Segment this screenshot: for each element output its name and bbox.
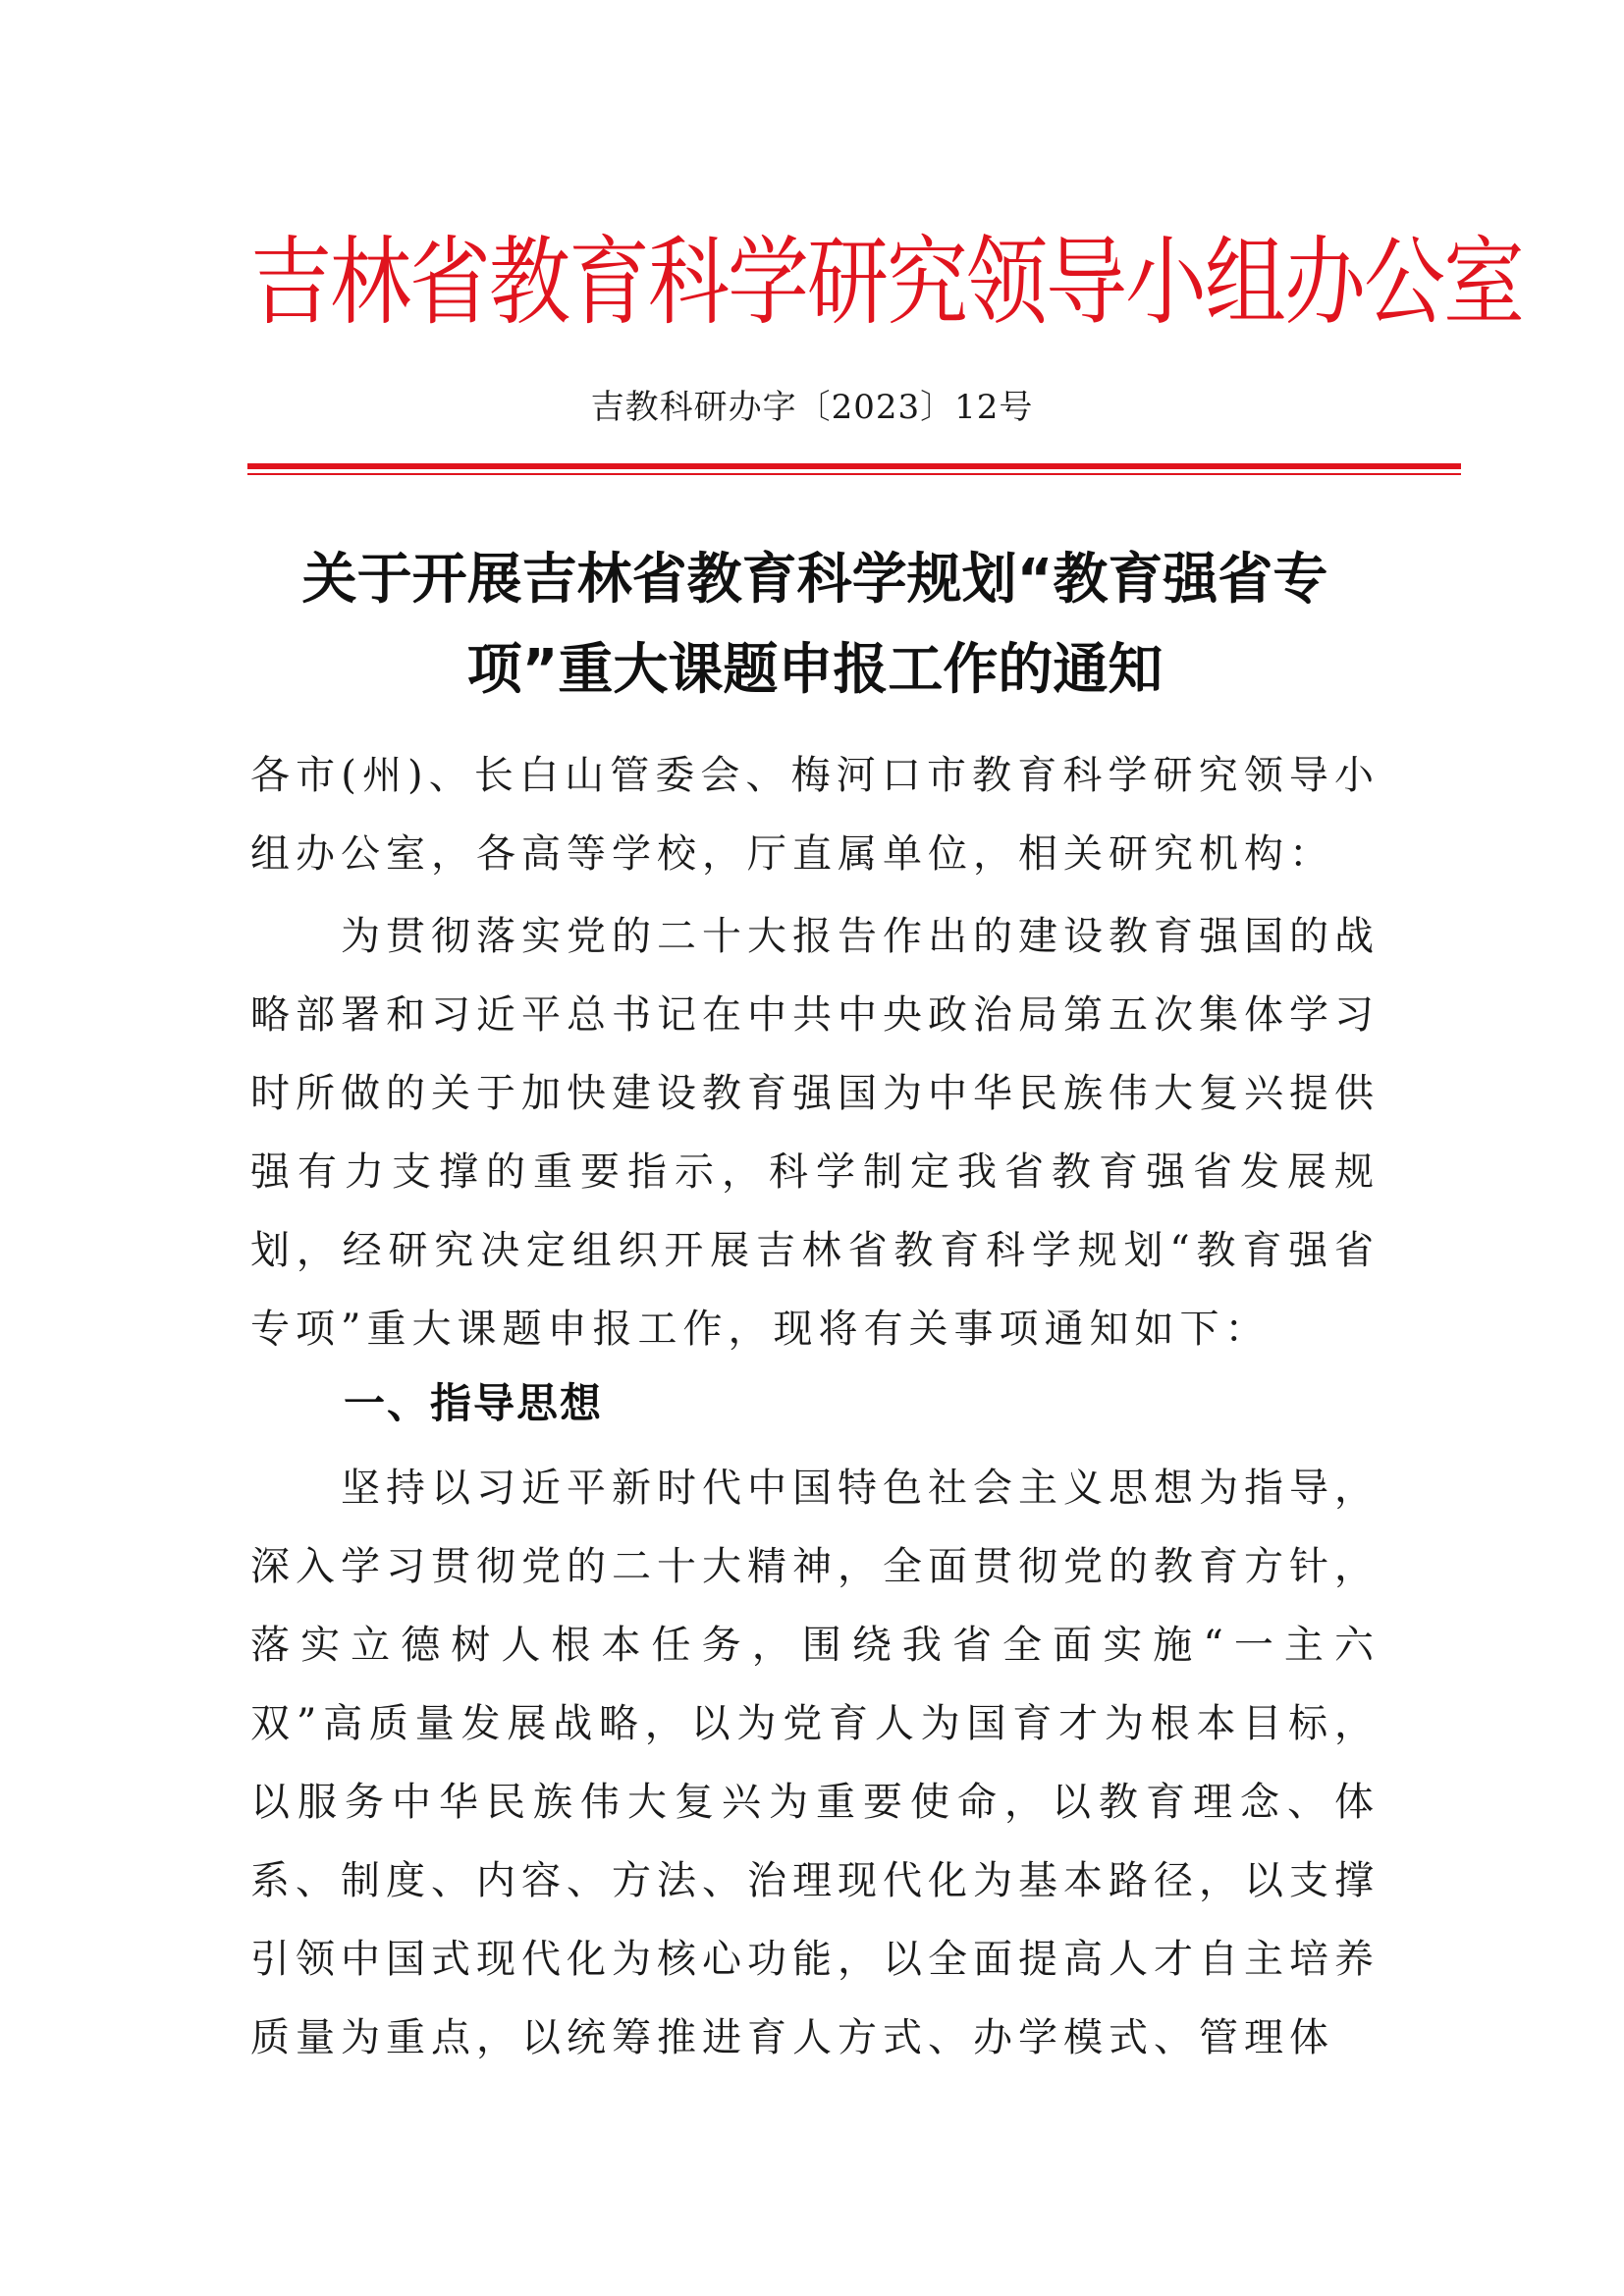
issuing-organization-header: 吉林省教育科学研究领导小组办公室 — [250, 226, 1523, 339]
document-title — [236, 535, 1394, 716]
title-line-2: 项”重大课题申报工作的通知 — [466, 638, 1164, 702]
document-number: 吉教科研办字〔2023〕12号 — [590, 388, 1034, 427]
guiding-ideology-paragraph: 坚持以习近平新时代中国特色社会主义思想为指导，深入学习贯彻党的二十大精神，全面贯彻党的教育方针，落实立德树人根本任务，围绕我省全面实施“一主六双”高质量发展战略，以为党育人为国育才为根本目标，以服务中华民族伟大复兴为重要使命，以教育理念、体系、制度、内容、方法、治理现代化为基本路径，以支撑引领中国式现代化为核心功能，以全面提高人才自主培养质量为重点，以统筹推进育人方式、办学模式、管理体 — [250, 1466, 1380, 2060]
intro-paragraph: 为贯彻落实党的二十大报告作出的建设教育强国的战略部署和习近平总书记在中共中央政治局第五次集体学习时所做的关于加快建设教育强国为中华民族伟大复兴提供强有力支撑的重要指示，科学制定我省教育强省发展规划，经研究决定组织开展吉林省教育科学规划“教育强省专项”重大课题申报工作，现将有关事项通知如下： — [250, 914, 1380, 1352]
red-separator-rule — [247, 463, 1461, 479]
red-rule-thin-line — [247, 473, 1461, 475]
section-heading-guiding-ideology: 一、指导思想 — [344, 1379, 604, 1427]
red-rule-thick-line — [247, 463, 1461, 469]
addressee-paragraph: 各市(州)、长白山管委会、梅河口市教育科学研究领导小组办公室，各高等学校，厅直属单位，相关研究机构： — [250, 753, 1380, 877]
title-line-1: 关于开展吉林省教育科学规划“教育强省专 — [301, 548, 1328, 612]
